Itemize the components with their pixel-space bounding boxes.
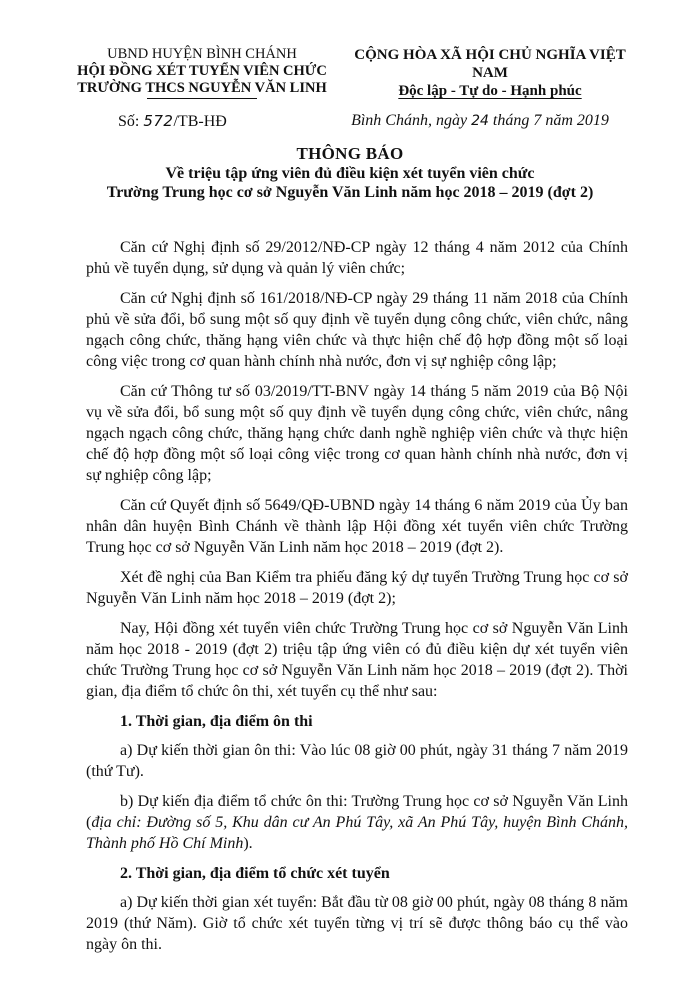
document-subject-line-2: Trường Trung học cơ sở Nguyễn Văn Linh năm học 2018 – 2019 (đợt 2) <box>106 184 594 201</box>
document-number <box>118 112 227 131</box>
legal-basis-paragraph-4: Căn cứ Quyết định số 5649/QĐ-UBND ngày 14 tháng 6 năm 2019 của Ủy ban nhân dân huyện Bình Chánh về thành lập Hội đồng xét tuyển viên chức Trường Trung học cơ sở Nguyễn Văn Linh năm học 2018 – 2019 (đợt 2). <box>86 497 628 556</box>
section-1-item-b-address: địa chỉ: Đường số 5, Khu dân cư An Phú Tây, xã An Phú Tây, huyện Bình Chánh, Thành phố Hồ Chí Minh <box>86 814 628 852</box>
date-day-handwritten: 24 <box>471 113 489 129</box>
authority-line-2: HỘI ĐỒNG XÉT TUYỂN VIÊN CHỨC <box>77 63 327 79</box>
document-title-block <box>60 144 640 202</box>
date-line-before: Bình Chánh, ngày <box>351 112 472 129</box>
section-1-item-b-text: b) Dự kiến địa điểm tổ chức ôn thi: Trường Trung học cơ sở Nguyễn Văn Linh ( <box>86 793 628 831</box>
national-motto-block <box>340 46 640 100</box>
date-line <box>330 112 630 130</box>
authority-underline <box>147 98 257 99</box>
section-2-heading: 2. Thời gian, địa điểm tổ chức xét tuyển <box>120 865 390 882</box>
legal-basis-paragraph-3: Căn cứ Thông tư số 03/2019/TT-BNV ngày 14 tháng 5 năm 2019 của Bộ Nội vụ về sửa đổi, bổ sung một số quy định về tuyển dụng công chức, viên chức, nâng ngạch ngạch công chức, thăng hạng chức danh nghề nghiệp viên chức và thực hiện chế độ hợp đồng một số loại công việc trong cơ quan hành chính nhà nước, đơn vị sự nghiệp công lập; <box>86 383 628 484</box>
legal-basis-paragraph-1: Căn cứ Nghị định số 29/2012/NĐ-CP ngày 12 tháng 4 năm 2012 của Chính phủ về tuyển dụng, sử dụng và quản lý viên chức; <box>86 239 628 277</box>
authority-line-1: UBND HUYỆN BÌNH CHÁNH <box>107 46 297 62</box>
national-motto: Độc lập - Tự do - Hạnh phúc <box>398 83 582 99</box>
section-2-item-a: a) Dự kiến thời gian xét tuyển: Bắt đầu từ 08 giờ 00 phút, ngày 08 tháng 8 năm 2019 (thứ Năm). Giờ tổ chức xét tuyển từng vị trí sẽ được thông báo cụ thể vào ngày ôn thi. <box>86 894 628 953</box>
section-1-item-b-end: ). <box>243 835 253 852</box>
section-1-item-a: a) Dự kiến thời gian ôn thi: Vào lúc 08 giờ 00 phút, ngày 31 tháng 7 năm 2019 (thứ Tư). <box>86 742 628 780</box>
document-number-prefix: Số: <box>118 113 144 130</box>
document-body <box>86 237 628 964</box>
date-line-after: tháng 7 năm 2019 <box>488 112 609 129</box>
authority-line-3: TRƯỜNG THCS NGUYỄN VĂN LINH <box>77 80 327 96</box>
legal-basis-paragraph-2: Căn cứ Nghị định số 161/2018/NĐ-CP ngày 29 tháng 11 năm 2018 của Chính phủ về sửa đổi, bổ sung một số quy định về tuyển dụng công chức, viên chức, nâng ngạch công chức, thăng hạng viên chức và thực hiện chế độ hợp đồng một số loại công việc trong cơ quan hành chính nhà nước, đơn vị sự nghiệp công lập; <box>86 290 628 370</box>
consideration-paragraph: Xét đề nghị của Ban Kiểm tra phiếu đăng ký dự tuyển Trường Trung học cơ sở Nguyễn Văn Linh năm học 2018 – 2019 (đợt 2); <box>86 569 628 607</box>
document-number-suffix: /TB-HĐ <box>173 113 227 130</box>
announcement-paragraph: Nay, Hội đồng xét tuyển viên chức Trường Trung học cơ sở Nguyễn Văn Linh năm học 2018 - 2019 (đợt 2) triệu tập ứng viên có đủ điều kiện dự xét tuyển viên chức Trường Trung học cơ sở Nguyễn Văn Linh năm học 2018 – 2019 (đợt 2). Thời gian, địa điểm tổ chức ôn thi, xét tuyển cụ thể như sau: <box>86 620 628 700</box>
country-name: CỘNG HÒA XÃ HỘI CHỦ NGHĨA VIỆT NAM <box>354 47 626 81</box>
section-1-heading: 1. Thời gian, địa điểm ôn thi <box>120 713 313 730</box>
section-1-item-b <box>86 791 628 854</box>
document-subject-line-1: Về triệu tập ứng viên đủ điều kiện xét tuyển viên chức <box>165 165 535 182</box>
issuing-authority-block <box>62 46 342 99</box>
document-number-handwritten: 572 <box>143 112 174 130</box>
document-title: THÔNG BÁO <box>296 144 404 163</box>
